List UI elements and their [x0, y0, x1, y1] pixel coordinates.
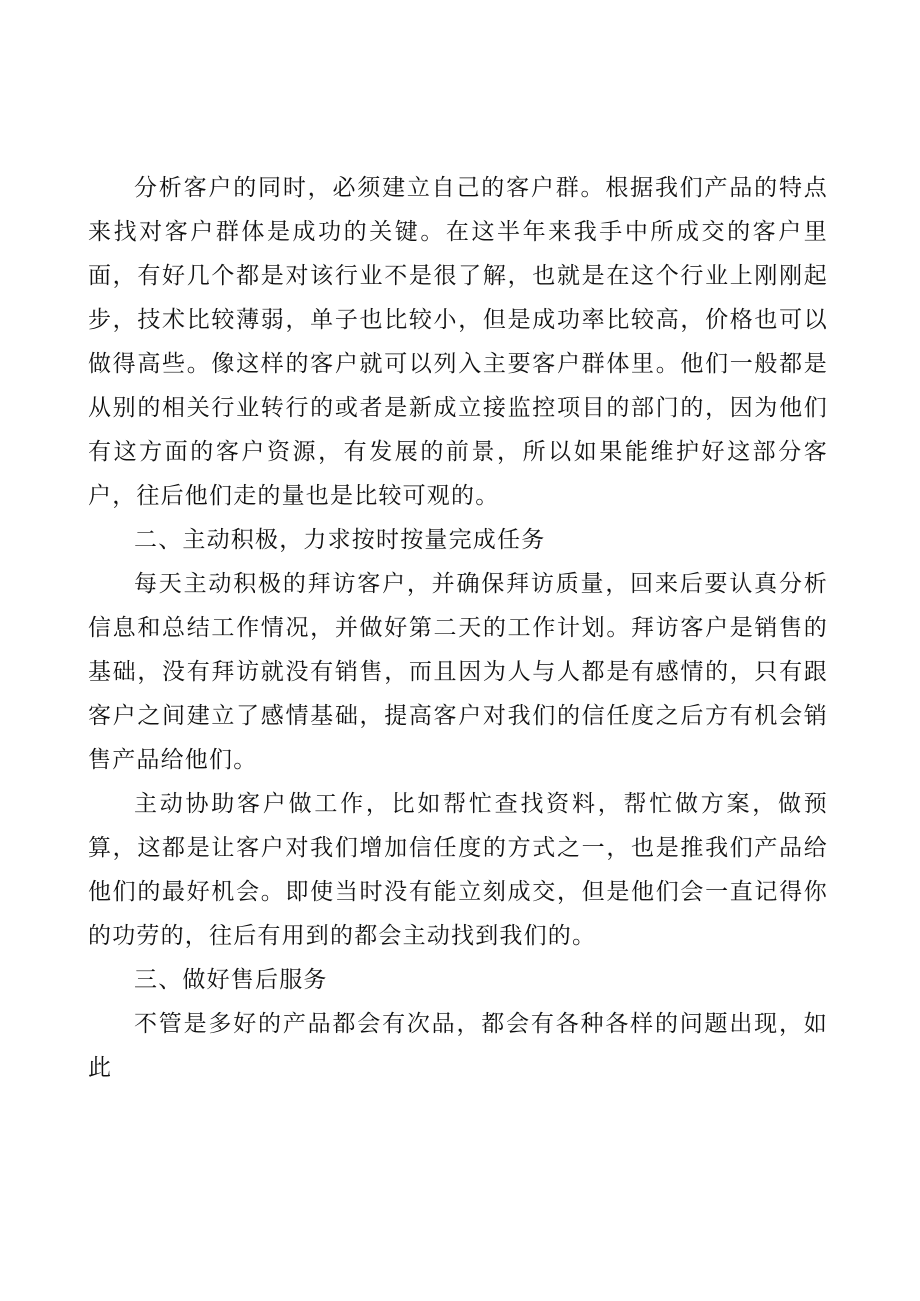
section-heading-after-sales: 三、做好售后服务 [134, 967, 328, 993]
paragraph-customer-group: 分析客户的同时，必须建立自己的客户群。根据我们产品的特点来找对客户群体是成功的关键。在这半年来我手中所成交的客户里面，有好几个都是对该行业不是很了解，也就是在这个行业上刚刚起步，技术比较薄弱，单子也比较小，但是成功率比较高，价格也可以做得高些。像这样的客户就可以列入主要客户群体里。他们一般都是从别的相关行业转行的或者是新成立接监控项目的部门的，因为他们有这方面的客户资源，有发展的前景，所以如果能维护好这部分客户，往后他们走的量也是比较可观的。 [88, 175, 828, 509]
document-body [88, 166, 828, 1090]
section-heading-proactive: 二、主动积极，力求按时按量完成任务 [134, 527, 546, 553]
paragraph-assist-customers: 主动协助客户做工作，比如帮忙查找资料，帮忙做方案，做预算，这都是让客户对我们增加信任度的方式之一，也是推我们产品给他们的最好机会。即使当时没有能立刻成交，但是他们会一直记得你的功劳的，往后有用到的都会主动找到我们的。 [88, 791, 828, 949]
paragraph-daily-visits: 每天主动积极的拜访客户，并确保拜访质量，回来后要认真分析信息和总结工作情况，并做好第二天的工作计划。拜访客户是销售的基础，没有拜访就没有销售，而且因为人与人都是有感情的，只有跟客户之间建立了感情基础，提高客户对我们的信任度之后方有机会销售产品给他们。 [88, 571, 828, 773]
paragraph-product-defects: 不管是多好的产品都会有次品，都会有各种各样的问题出现，如此 [88, 1011, 828, 1081]
